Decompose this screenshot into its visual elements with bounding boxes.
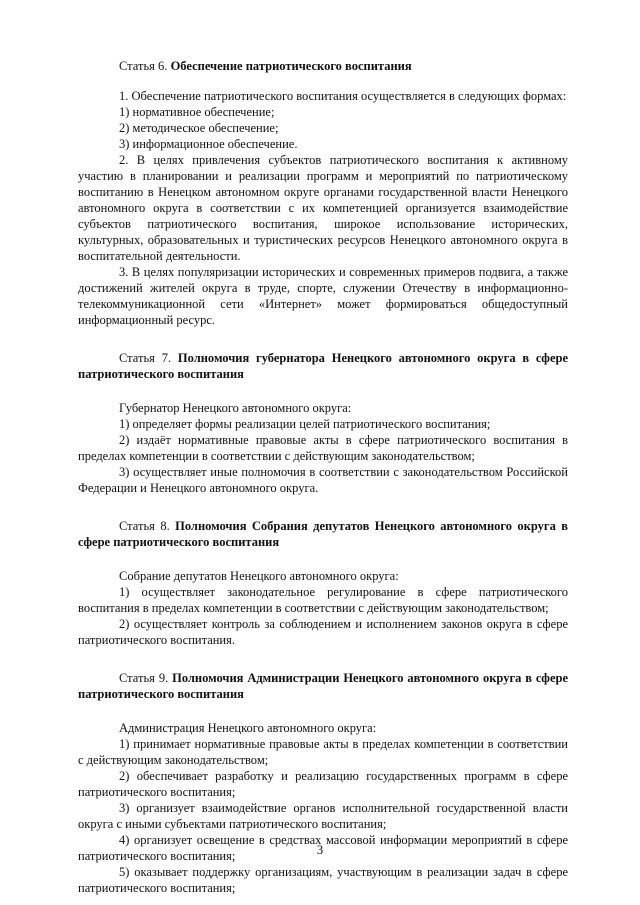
page-number: 3	[316, 843, 324, 857]
article-7-paragraph: 1) определяет формы реализации целей патриотического воспитания;	[119, 417, 491, 431]
article-7-paragraph: 2) издаёт нормативные правовые акты в сфере патриотического воспитания в пределах компетенции в соответствии с действующим законодательством;	[78, 433, 568, 463]
article-6-title	[78, 58, 568, 74]
article-8-prefix: Статья 8.	[119, 519, 176, 533]
article-9-paragraph: 2) обеспечивает разработку и реализацию государственных программ в сфере патриотического воспитания;	[78, 769, 568, 799]
article-6-prefix: Статья 6.	[119, 59, 171, 73]
article-6-paragraph: 3. В целях популяризации исторических и современных примеров подвига, а также достижений жителей округа в труде, спорте, служении Отечеству в информационно-телекоммуникационной сети «Интернет» может формироваться общедоступный информационный ресурс.	[78, 265, 568, 327]
article-8-paragraph: 1) осуществляет законодательное регулирование в сфере патриотического воспитания в пределах компетенции в соответствии с действующим законодательством;	[78, 585, 568, 615]
article-7-heading: Полномочия губернатора Ненецкого автономного округа в сфере патриотического воспитания	[78, 351, 568, 381]
article-8-paragraph: 2) осуществляет контроль за соблюдением и исполнением законов округа в сфере патриотического воспитания.	[78, 617, 568, 647]
article-6-paragraph: 1. Обеспечение патриотического воспитания осуществляется в следующих формах:	[119, 89, 567, 103]
article-6-paragraph: 2) методическое обеспечение;	[119, 121, 279, 135]
article-7-title	[78, 350, 568, 382]
article-9-paragraph: 4) организует освещение в средствах массовой информации мероприятий в сфере патриотического воспитания;	[78, 833, 568, 863]
article-6-heading: Обеспечение патриотического воспитания	[170, 59, 412, 73]
document-page	[78, 58, 568, 896]
article-8-heading: Полномочия Собрания депутатов Ненецкого автономного округа в сфере патриотического воспитания	[78, 519, 568, 549]
article-8-paragraph: Собрание депутатов Ненецкого автономного округа:	[119, 569, 399, 583]
article-9-paragraph: 3) организует взаимодействие органов исполнительной государственной власти округа с иными субъектами патриотического воспитания;	[78, 801, 568, 831]
article-9-paragraph: 1) принимает нормативные правовые акты в пределах компетенции в соответствии с действующим законодательством;	[78, 737, 568, 767]
article-8-title	[78, 518, 568, 550]
article-9-paragraph: Администрация Ненецкого автономного округа:	[119, 721, 377, 735]
article-9-heading: Полномочия Администрации Ненецкого автономного округа в сфере патриотического воспитания	[78, 671, 568, 701]
article-9-title	[78, 670, 568, 702]
article-6-paragraph: 1) нормативное обеспечение;	[119, 105, 275, 119]
article-7-paragraph: 3) осуществляет иные полномочия в соответствии с законодательством Российской Федерации и Ненецкого автономного округа.	[78, 465, 568, 495]
article-6-paragraph: 2. В целях привлечения субъектов патриотического воспитания к активному участию в планировании и реализации программ и мероприятий по патриотическому воспитанию в Ненецком автономном округе органами государственной власти Ненецкого автономного округа в соответствии с их компетенцией организуется взаимодействие субъектов патриотического воспитания, широкое использование исторических, культурных, образовательных и туристических ресурсов Ненецкого автономного округа в воспитательной деятельности.	[78, 153, 568, 263]
article-6-paragraph: 3) информационное обеспечение.	[119, 137, 298, 151]
article-7-paragraph: Губернатор Ненецкого автономного округа:	[119, 401, 352, 415]
article-9-paragraph: 5) оказывает поддержку организациям, участвующим в реализации задач в сфере патриотического воспитания;	[78, 865, 568, 895]
article-7-prefix: Статья 7.	[119, 351, 178, 365]
article-9-prefix: Статья 9.	[119, 671, 173, 685]
